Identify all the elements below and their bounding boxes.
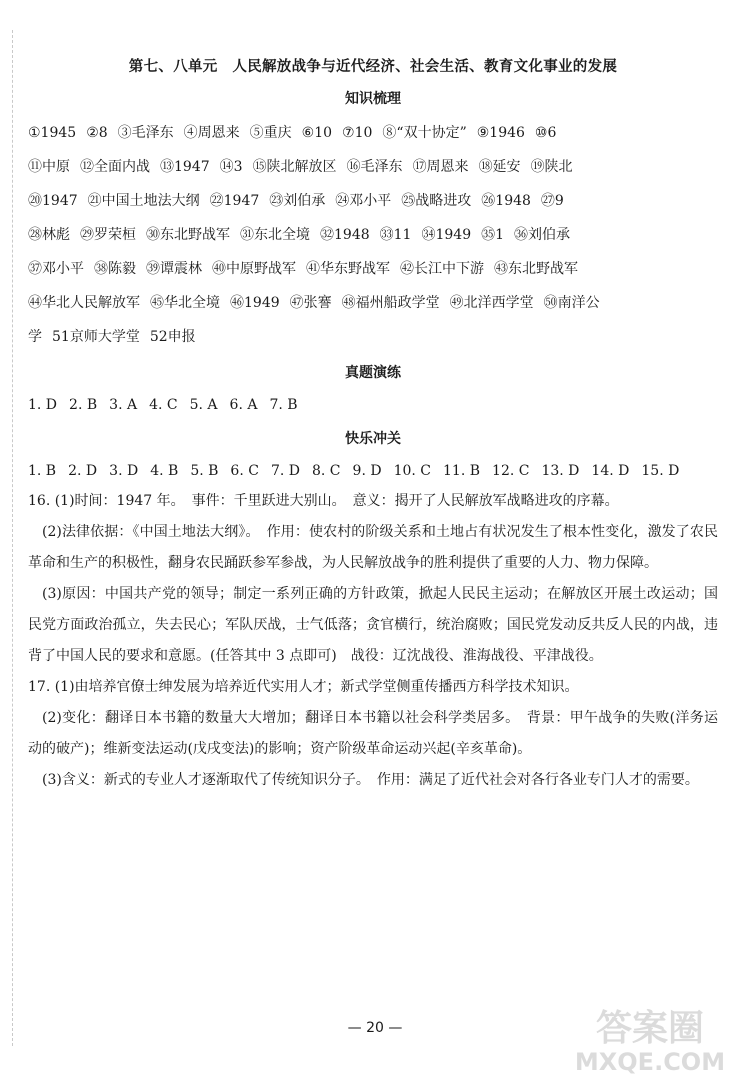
answer-item: 7. B xyxy=(269,397,298,413)
knowledge-item: ㊽福州船政学堂 xyxy=(341,295,440,311)
answer-item: 5. B xyxy=(190,463,219,479)
section-knowledge: 知识梳理 xyxy=(345,91,401,107)
knowledge-item: ⑨1946 xyxy=(476,125,525,141)
knowledge-item: ㊼张謇 xyxy=(289,295,332,311)
knowledge-line xyxy=(28,116,718,150)
knowledge-item: ㉚东北野战军 xyxy=(146,227,230,243)
answer-item: 3. A xyxy=(109,397,138,413)
knowledge-item: ㊵中原野战军 xyxy=(212,261,296,277)
happy-answers xyxy=(28,456,718,486)
knowledge-item: ㉒1947 xyxy=(209,193,260,209)
knowledge-item: ⑭3 xyxy=(219,159,243,175)
knowledge-item: ㊿南洋公 xyxy=(543,295,600,311)
knowledge-line xyxy=(28,252,718,286)
knowledge-line xyxy=(28,320,718,354)
answer-item: 6. A xyxy=(229,397,258,413)
q17-part1: 17. (1)由培养官僚士绅发展为培养近代实用人才；新式学堂侧重传播西方科学技术知识。 xyxy=(28,679,579,695)
knowledge-line xyxy=(28,150,718,184)
knowledge-item: ㉗9 xyxy=(540,193,564,209)
q16-part3: (3)原因：中国共产党的领导；制定一系列正确的方针政策，掀起人民民主运动；在解放区开展土改运动；国民党方面政治孤立，失去民心；军队厌战，士气低落；贪官横行，统治腐败；国民党发动反共反人民的内战，违背了中国人民的要求和意愿。(任答其中 3 点即可) 战役：辽沈战役、淮海战役、平津战役。 xyxy=(28,586,718,664)
knowledge-line xyxy=(28,218,718,252)
page-number: — 20 — xyxy=(347,1020,403,1036)
knowledge-item: ㊱刘伯承 xyxy=(514,227,571,243)
knowledge-item: ⑧“双十协定” xyxy=(382,125,467,141)
knowledge-item: ③毛泽东 xyxy=(117,125,174,141)
knowledge-item: ⑯毛泽东 xyxy=(346,159,403,175)
q17-part2: (2)变化：翻译日本书籍的数量大大增加；翻译日本书籍以社会科学类居多。 背景：甲午战争的失败(洋务运动的破产)；维新变法运动(戊戌变法)的影响；资产阶级革命运动兴起(辛亥革命)。 xyxy=(28,710,718,757)
answer-item: 8. C xyxy=(312,463,341,479)
knowledge-item: ㊸东北野战军 xyxy=(494,261,578,277)
answer-item: 2. D xyxy=(68,463,98,479)
knowledge-item: ⑬1947 xyxy=(160,159,210,175)
knowledge-item: ㉔邓小平 xyxy=(335,193,392,209)
knowledge-item: ㊷长江中下游 xyxy=(400,261,484,277)
knowledge-item: ㉘林彪 xyxy=(28,227,70,243)
knowledge-item: ㊻1949 xyxy=(230,295,280,311)
knowledge-item: ⑳1947 xyxy=(28,193,78,209)
knowledge-item: ⑮陕北解放区 xyxy=(252,159,337,175)
unit-title: 第七、八单元 人民解放战争与近代经济、社会生活、教育文化事业的发展 xyxy=(128,59,618,75)
answer-item: 1. D xyxy=(28,397,58,413)
knowledge-item: ㊹华北人民解放军 xyxy=(28,295,140,311)
knowledge-item: ㉕战略进攻 xyxy=(401,193,472,209)
knowledge-item: ⑥10 xyxy=(301,125,333,141)
knowledge-item: ⑲陕北 xyxy=(530,159,573,175)
watermark-text-url: MXQE.COM xyxy=(574,1048,726,1076)
answer-item: 13. D xyxy=(541,463,580,479)
knowledge-item: ㉜1948 xyxy=(320,227,370,243)
knowledge-item: ⑰周恩来 xyxy=(412,159,469,175)
knowledge-item: ⑫全面内战 xyxy=(80,159,150,175)
knowledge-line xyxy=(28,184,718,218)
knowledge-list xyxy=(28,116,718,354)
knowledge-item: ㊲邓小平 xyxy=(28,261,84,277)
knowledge-item: ④周恩来 xyxy=(183,125,240,141)
answer-item: 5. A xyxy=(189,397,218,413)
knowledge-item: ⑪中原 xyxy=(28,159,70,175)
knowledge-item: ㊶华东野战军 xyxy=(306,261,390,277)
knowledge-item: ⑱延安 xyxy=(478,159,521,175)
knowledge-item: ①1945 xyxy=(28,125,77,141)
answer-item: 11. B xyxy=(443,463,481,479)
knowledge-item: ㊳陈毅 xyxy=(94,261,136,277)
answer-item: 9. D xyxy=(352,463,382,479)
knowledge-item: ㉟1 xyxy=(481,227,505,243)
answer-item: 2. B xyxy=(69,397,98,413)
knowledge-item: ㊺华北全境 xyxy=(150,295,220,311)
answer-page xyxy=(28,54,718,796)
knowledge-line xyxy=(28,286,718,320)
answer-item: 6. C xyxy=(230,463,259,479)
knowledge-item: ㉞1949 xyxy=(421,227,472,243)
answer-item: 12. C xyxy=(492,463,530,479)
answer-item: 4. B xyxy=(150,463,179,479)
watermark-logo xyxy=(560,998,740,1078)
answer-item: 3. D xyxy=(109,463,139,479)
knowledge-item: ㉝11 xyxy=(379,227,412,243)
knowledge-item: ㉓刘伯承 xyxy=(269,193,326,209)
knowledge-item: ⑦10 xyxy=(342,125,373,141)
section-happy: 快乐冲关 xyxy=(345,431,401,447)
knowledge-item: ㊾北洋西学堂 xyxy=(449,295,534,311)
real-answers xyxy=(28,390,718,420)
answer-item: 10. C xyxy=(393,463,432,479)
knowledge-item: ㉑中国土地法大纲 xyxy=(87,193,200,209)
knowledge-item: ⑩6 xyxy=(534,125,557,141)
q17-part3: (3)含义：新式的专业人才逐渐取代了传统知识分子。 作用：满足了近代社会对各行各业专门人才的需要。 xyxy=(42,772,699,788)
knowledge-item: ②8 xyxy=(86,125,108,141)
knowledge-item: ⑤重庆 xyxy=(249,125,292,141)
binding-edge-line xyxy=(12,30,13,1046)
answer-item: 4. C xyxy=(149,397,178,413)
knowledge-item: ㉛东北全境 xyxy=(240,227,310,243)
watermark-text-main: 答案圈 xyxy=(595,1008,705,1049)
answer-item: 7. D xyxy=(270,463,300,479)
knowledge-item: ㊴谭震林 xyxy=(146,261,202,277)
knowledge-item: 52申报 xyxy=(149,329,196,345)
q16-part2: (2)法律依据：《中国土地法大纲》。 作用：使农村的阶级关系和土地占有状况发生了根本性变化，激发了农民革命和生产的积极性，翻身农民踊跃参军参战，为人民解放战争的胜利提供了重要的人力、物力保障。 xyxy=(28,524,718,571)
knowledge-item: 51京师大学堂 xyxy=(52,329,140,345)
q16-part1: 16. (1)时间：1947 年。 事件：千里跃进大别山。 意义：揭开了人民解放军战略进攻的序幕。 xyxy=(28,493,619,509)
answer-item: 15. D xyxy=(641,463,680,479)
section-real: 真题演练 xyxy=(345,365,401,381)
knowledge-item: ㉖1948 xyxy=(481,193,531,209)
knowledge-item: 学 xyxy=(28,329,42,345)
answer-item: 14. D xyxy=(591,463,630,479)
knowledge-item: ㉙罗荣桓 xyxy=(80,227,136,243)
answer-item: 1. B xyxy=(28,463,57,479)
